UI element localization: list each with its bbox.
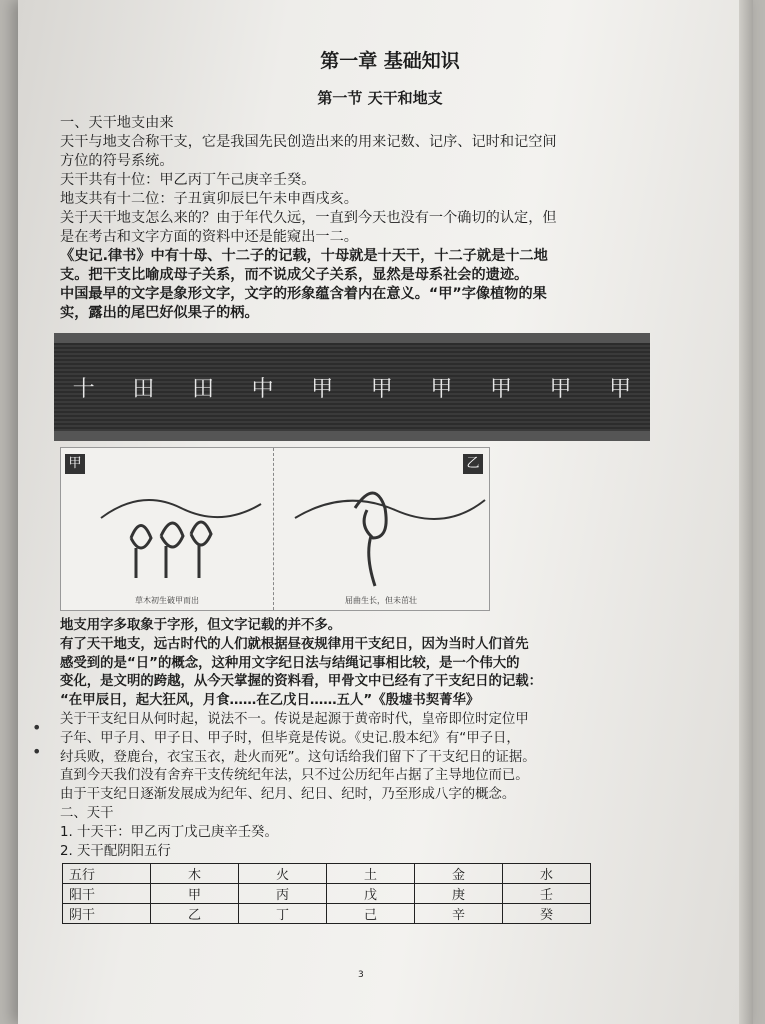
glyph: 甲 [430,376,453,402]
table-cell: 戊 [327,884,415,904]
text-line: 支。把干支比喻成母子关系，而不说成父子关系，显然是母系社会的遗迹。 [60,267,529,283]
page-edge [739,0,753,1024]
five-elements-table [62,863,591,924]
glyph: 田 [132,376,155,402]
text-line: 感受到的是“日”的概念，这种用文字纪日法与结绳记事相比较，是一个伟大的 [60,655,520,671]
glyph: 甲 [549,376,572,402]
text-line: 直到今天我们没有舍弃干支传统纪年法，只不过公历纪年占据了主导地位而已。 [60,768,529,784]
text-line: 天干共有十位：甲乙丙丁午己庚辛壬癸。 [60,172,316,188]
list-item: 2. 天干配阴阳五行 [60,843,171,859]
text-line: 子年、甲子月、甲子日、甲子时，但毕竟是传说。《史记.殷本纪》有“甲子日， [60,730,520,746]
table-cell: 丁 [239,904,327,924]
list-item: 1. 十天干：甲乙丙丁戊己庚辛壬癸。 [60,824,278,840]
table-cell: 五行 [63,864,151,884]
table-cell: 乙 [151,904,239,924]
page-content [60,46,680,924]
table-cell: 阴干 [63,904,151,924]
text-line: 纣兵败，登鹿台，衣宝玉衣，赴火而死”。这句话给我们留下了干支纪日的证据。 [60,749,536,765]
text-line: 由于干支纪日逐渐发展成为纪年、纪月、纪日、纪时，乃至形成八字的概念。 [60,787,516,803]
panel-tag: 乙 [463,454,483,474]
binding-hole: • [32,742,42,761]
text-line: 实，露出的尾巴好似果子的柄。 [60,305,259,321]
table-cell: 丙 [239,884,327,904]
glyph: 田 [191,376,214,402]
panel-tag: 甲 [65,454,85,474]
text-line: “在甲辰日，起大狂风，月食……在乙戊日……五人”《殷墟书契菁华》 [60,693,480,709]
illustration-panel-left [61,448,274,610]
glyph: 甲 [489,376,512,402]
document-page [18,0,753,1024]
table-cell: 水 [503,864,591,884]
heading-2: 二、天干 [60,805,114,821]
panel-caption: 草木初生破甲而出 [135,596,199,605]
heading-1: 一、天干地支由来 [60,115,174,131]
table-cell: 土 [327,864,415,884]
glyph: 十 [72,376,95,402]
table-cell: 壬 [503,884,591,904]
text-line: 变化，是文明的跨越，从今天掌握的资料看，甲骨文中已经有了干支纪日的记载： [60,674,543,690]
table-cell: 阳干 [63,884,151,904]
chapter-title: 第一章 基础知识 [320,50,460,72]
table-cell: 庚 [415,884,503,904]
glyph: 甲 [609,376,632,402]
table-cell: 辛 [415,904,503,924]
panel-caption: 屈曲生长，但未茁壮 [345,596,417,605]
text-line: 《史记.律书》中有十母、十二子的记载，十母就是十天干，十二子就是十二地 [60,248,548,264]
text-line: 关于干支纪日从何时起，说法不一。传说是起源于黄帝时代，皇帝即位时定位甲 [60,711,529,727]
paragraph-2 [60,617,680,805]
table-row [63,864,591,884]
text-line: 天干与地支合称干支，它是我国先民创造出来的用来记数、记序、记时和记空间 [60,134,557,150]
text-line: 中国最早的文字是象形文字，文字的形象蕴含着内在意义。“甲”字像植物的果 [60,286,547,302]
table-cell: 癸 [503,904,591,924]
text-line: 地支共有十二位：子丑寅卯辰巳午未申酉戌亥。 [60,191,358,207]
text-line: 关于天干地支怎么来的？由于年代久远，一直到今天也没有一个确切的认定，但 [60,210,557,226]
text-line: 是在考古和文字方面的资料中还是能窥出一二。 [60,229,358,245]
text-line: 方位的符号系统。 [60,153,174,169]
text-line: 地支用字多取象于字形，但文字记载的并不多。 [60,618,342,633]
paragraph-1 [60,133,680,323]
sprout-drawing-left [61,448,273,610]
table-cell: 金 [415,864,503,884]
glyph-evolution-strip [54,333,650,441]
illustration-panel-right [275,448,487,610]
sprout-drawing-right [275,448,487,610]
table-row [63,904,591,924]
text-line: 有了天干地支，远古时代的人们就根据昼夜规律用干支纪日，因为当时人们首先 [60,636,529,652]
table-cell: 火 [239,864,327,884]
table-cell: 甲 [151,884,239,904]
sprout-illustration [60,447,490,611]
table-row [63,884,591,904]
table-cell: 己 [327,904,415,924]
glyph: 甲 [311,376,334,402]
binding-hole: • [32,718,42,737]
section-title: 第一节 天干和地支 [317,89,443,107]
glyph: 中 [251,376,274,402]
page-number: 3 [358,970,364,980]
glyph: 甲 [370,376,393,402]
table-cell: 木 [151,864,239,884]
